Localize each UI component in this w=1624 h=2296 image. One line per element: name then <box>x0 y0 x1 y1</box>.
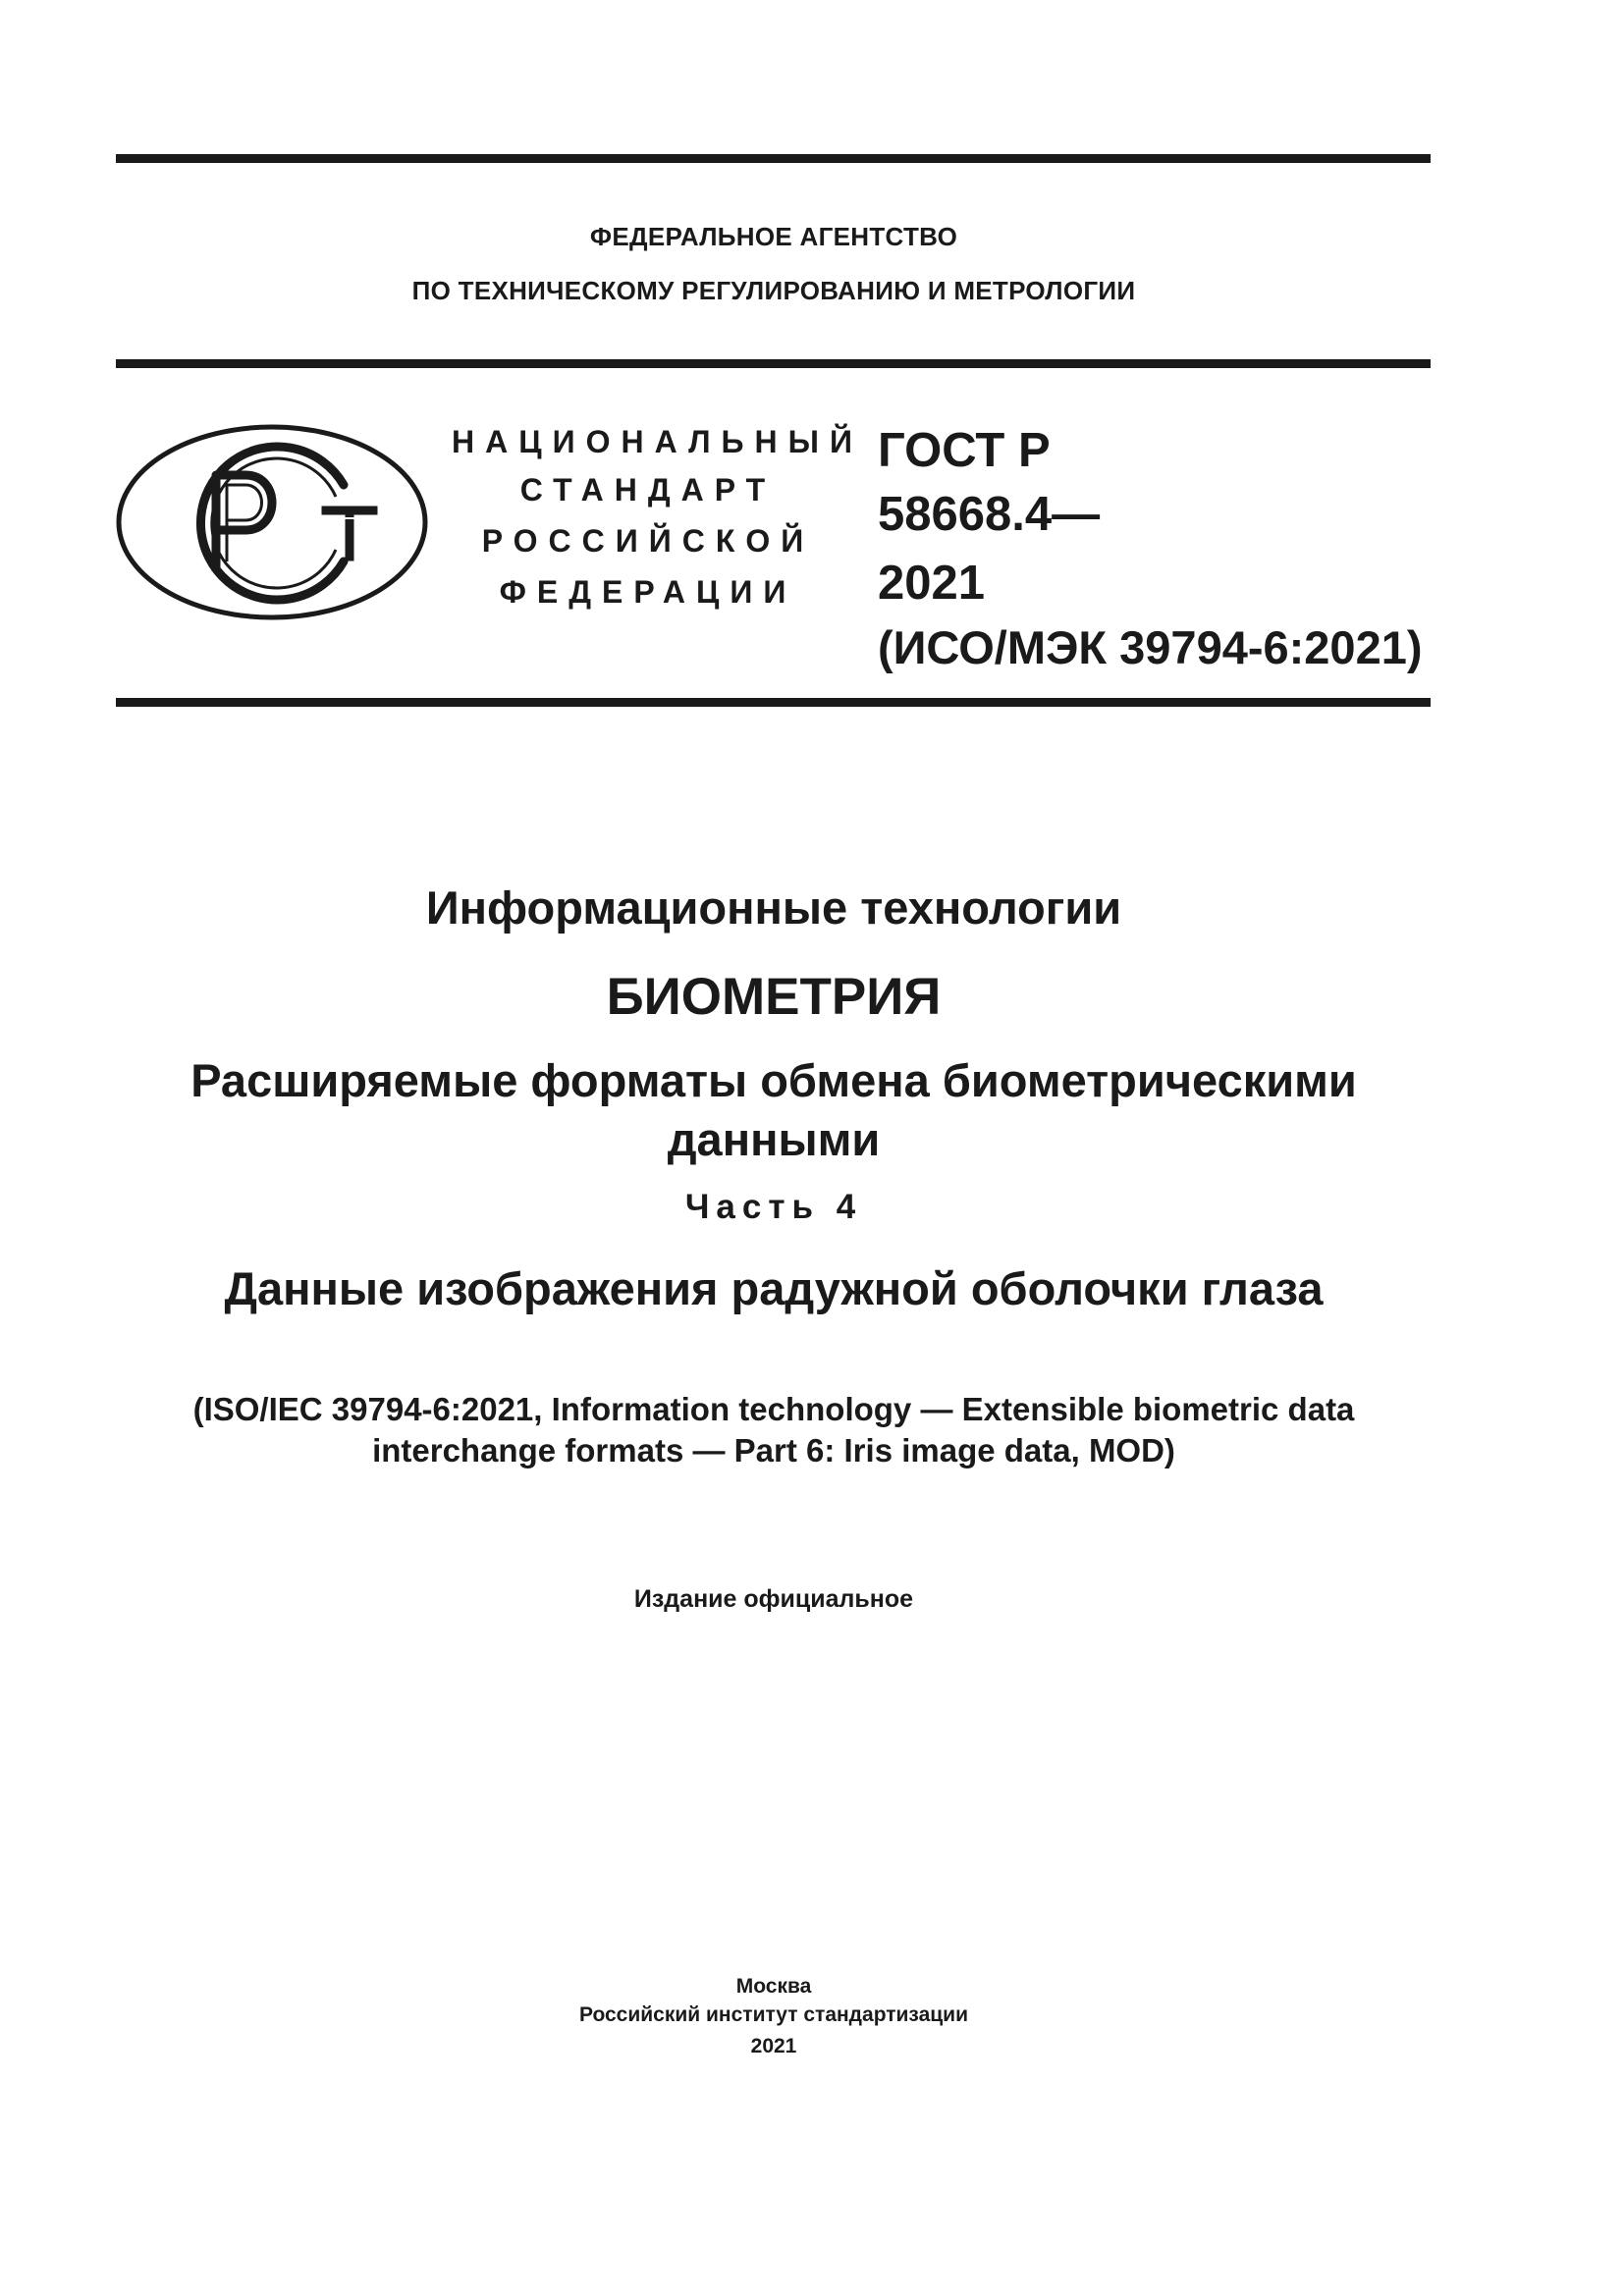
title-subtitle-line-2: данными <box>667 1113 881 1165</box>
standard-designation-line-2: 58668.4— <box>878 488 1101 541</box>
standard-designation-line-4: (ИСО/МЭК 39794-6:2021) <box>878 621 1423 673</box>
agency-name-line-2: ПО ТЕХНИЧЕСКОМУ РЕГУЛИРОВАНИЮ И МЕТРОЛОГИИ <box>411 276 1136 305</box>
imprint-year: 2021 <box>750 2035 797 2057</box>
imprint-publisher: Российский институт стандартизации <box>578 2003 969 2026</box>
imprint-city: Москва <box>735 1975 812 1998</box>
standard-type-line-3: РОССИЙСКОЙ <box>481 523 815 559</box>
standard-type-line-2: СТАНДАРТ <box>519 472 777 507</box>
title-main: БИОМЕТРИЯ <box>606 968 942 1026</box>
standard-designation-line-3: 2021 <box>878 557 986 610</box>
top-rule <box>116 154 1431 163</box>
title-subtitle-line-1: Расширяемые форматы обмена биометрическими <box>190 1054 1357 1106</box>
standard-type-line-1: НАЦИОНАЛЬНЫЙ <box>452 424 863 459</box>
rst-certification-mark-icon <box>116 424 428 620</box>
title-part-title: Данные изображения радужной оболочки глаза <box>224 1262 1324 1314</box>
designation-rule <box>116 698 1431 707</box>
agency-name-line-1: ФЕДЕРАЛЬНОЕ АГЕНТСТВО <box>589 222 958 251</box>
original-standard-line-1: (ISO/IEC 39794-6:2021, Information technology — Extensible biometric data <box>192 1391 1355 1427</box>
standard-designation-line-1: ГОСТ Р <box>878 424 1051 477</box>
original-standard-line-2: interchange formats — Part 6: Iris image data, MOD) <box>372 1432 1175 1468</box>
header-rule <box>116 359 1431 368</box>
title-part: Часть 4 <box>684 1188 863 1226</box>
title-field: Информационные технологии <box>425 881 1122 934</box>
edition-label: Издание официальное <box>633 1585 914 1613</box>
standard-type-line-4: ФЕДЕРАЦИИ <box>499 574 797 610</box>
